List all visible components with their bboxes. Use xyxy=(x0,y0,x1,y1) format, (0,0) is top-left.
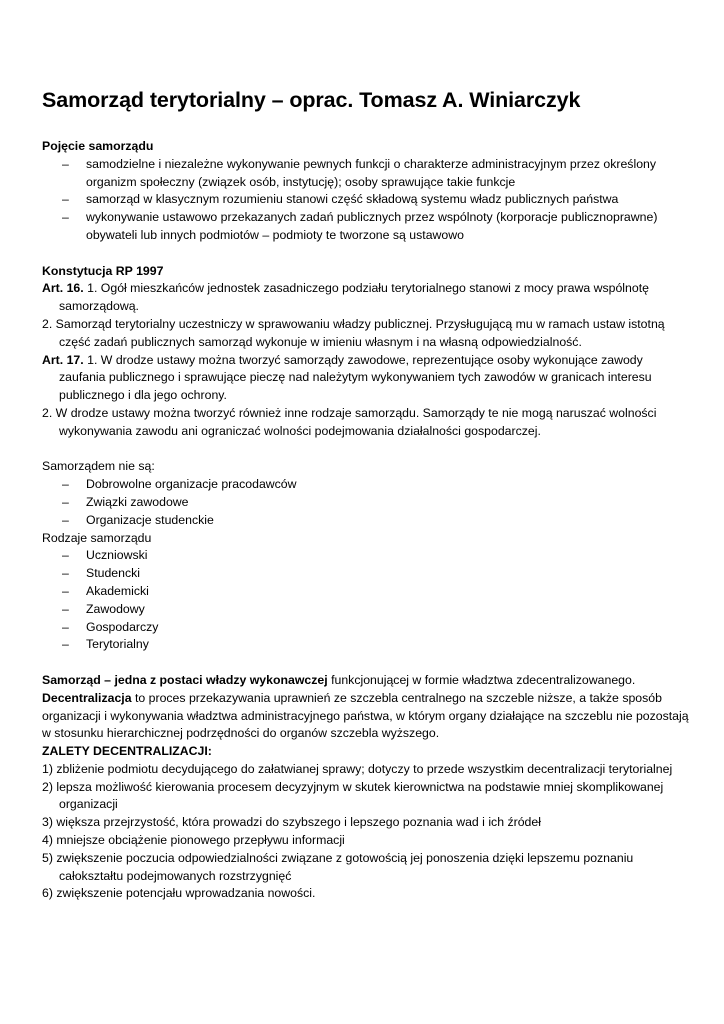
numbered-item: 4) mniejsze obciążenie pionowego przepływu informacji xyxy=(42,833,345,848)
list-item: – samodzielne i niezależne wykonywanie pewnych funkcji o charakterze administracyjnym przez określony organizm społeczny (związek osób, instytucję); osoby sprawujące takie funkcje xyxy=(42,156,692,192)
paragraph xyxy=(42,690,692,743)
paragraph xyxy=(42,672,692,690)
list-item: – Gospodarczy xyxy=(42,619,692,637)
article-paragraph xyxy=(42,352,692,405)
paragraph-text: funkcjonującej w formie władztwa zdecentralizowanego. xyxy=(327,672,636,687)
section-rodzaje xyxy=(42,530,692,655)
numbered-item: 6) zwiększenie potencjału wprowadzania nowości. xyxy=(42,886,316,901)
list-item: – Zawodowy xyxy=(42,601,692,619)
numbered-item: 5) zwiększenie poczucia odpowiedzialności związane z gotowością jej ponoszenia dzięki lepszemu poznaniu całokształtu podejmowanych rozstrzygnięć xyxy=(42,850,634,883)
list-item: – wykonywanie ustawowo przekazanych zadań publicznych przez wspólnoty (korporacje publicznoprawne) obywateli lub innych podmiotów – podmioty te tworzone są ustawowo xyxy=(42,209,692,245)
list-item: – Uczniowski xyxy=(42,547,692,565)
list-item: – samorząd w klasycznym rozumieniu stanowi część składową systemu władz publicznych państwa xyxy=(42,191,692,209)
list-item: – Terytorialny xyxy=(42,636,692,654)
section-heading: Samorządem nie są: xyxy=(42,459,155,474)
numbered-item: 1) zbliżenie podmiotu decydującego do załatwianej sprawy; dotyczy to przede wszystkim decentralizacji terytorialnej xyxy=(42,761,673,776)
list-item: – Studencki xyxy=(42,565,692,583)
article-paragraph xyxy=(42,280,692,316)
article-text: 1. W drodze ustawy można tworzyć samorządy zawodowe, reprezentujące osoby wykonujące zawody zaufania publicznego i sprawujące pieczę nad należytym wykonywaniem tych zawodów w granicach interesu publicznego i dla jego ochrony. xyxy=(59,352,652,403)
section-heading: ZALETY DECENTRALIZACJI: xyxy=(42,744,212,759)
list-item: – Organizacje studenckie xyxy=(42,512,692,530)
numbered-item: 3) większa przejrzystość, która prowadzi do szybszego i lepszego poznania wad i ich źródeł xyxy=(42,815,541,830)
bold-term: Samorząd – jedna z postaci władzy wykonawczej xyxy=(42,672,328,687)
article-paragraph: 2. W drodze ustawy można tworzyć również inne rodzaje samorządu. Samorządy te nie mogą naruszać wolności wykonywania zawodu ani ograniczać wolności podejmowania działalności gospodarczej. xyxy=(42,405,657,438)
section-pojecie xyxy=(42,138,692,245)
list-item: – Dobrowolne organizacje pracodawców xyxy=(42,476,692,494)
document-title: Samorząd terytorialny – oprac. Tomasz A. Winiarczyk xyxy=(42,88,581,112)
list-item: – Akademicki xyxy=(42,583,692,601)
article-text: 1. Ogół mieszkańców jednostek zasadniczego podziału terytorialnego stanowi z mocy prawa wspólnotę samorządową. xyxy=(59,281,649,314)
paragraph-text: to proces przekazywania uprawnień ze szczebla centralnego na szczeble niższe, a także sposób organizacji i wykonywania władztwa administracyjnego państwa, w którym organy działające na szczeblu nie pozostają w stosunku hierarchicznej podrzędności do organów szczebla wyższego. xyxy=(42,690,689,741)
section-heading: Pojęcie samorządu xyxy=(42,139,154,153)
section-nie-sa xyxy=(42,458,692,529)
section-heading: Konstytucja RP 1997 xyxy=(42,263,164,278)
section-konstytucja xyxy=(42,263,692,441)
document-page xyxy=(42,86,692,903)
numbered-item: 2) lepsza możliwość kierowania procesem decyzyjnym w skutek kierownictwa na podstawie mniej skomplikowanej organizacji xyxy=(42,779,664,812)
list-item: – Związki zawodowe xyxy=(42,494,692,512)
section-heading: Rodzaje samorządu xyxy=(42,530,152,545)
bold-term: Decentralizacja xyxy=(42,690,132,705)
article-label: Art. 17. xyxy=(42,352,84,367)
article-paragraph: 2. Samorząd terytorialny uczestniczy w sprawowaniu władzy publicznej. Przysługującą mu w ramach ustaw istotną część zadań publicznych samorząd wykonuje w imieniu własnym i na własną odpowiedzialność. xyxy=(42,316,665,349)
article-label: Art. 16. xyxy=(42,281,84,296)
section-decentralizacja xyxy=(42,672,692,903)
